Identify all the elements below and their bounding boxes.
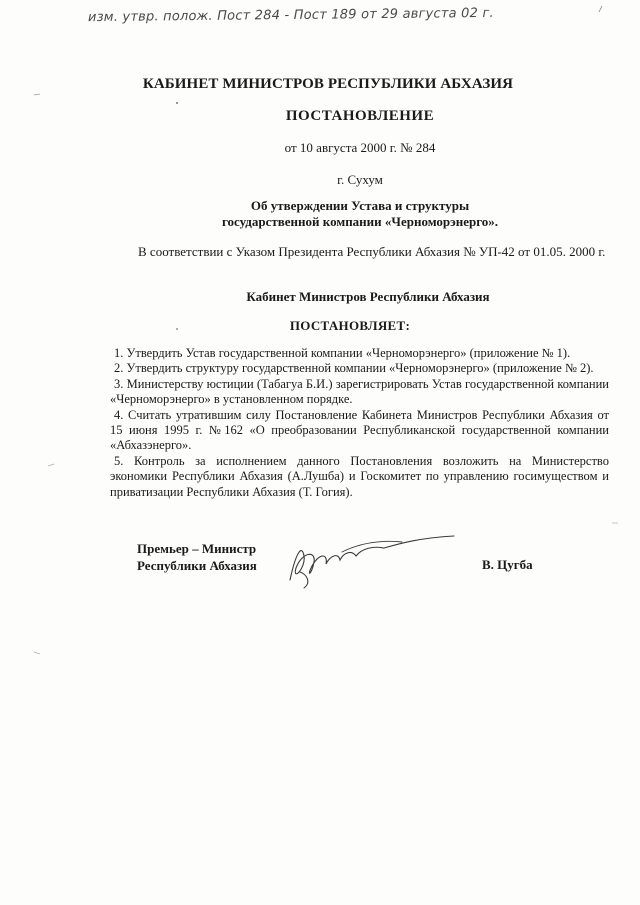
scan-speck — [174, 100, 180, 106]
cabinet-name: Кабинет Министров Республики Абхазия — [246, 289, 490, 304]
legal-basis: В соответствии с Указом Президента Республики Абхазия № УП-42 от 01.05. 2000 г. — [138, 244, 606, 259]
scan-speck — [612, 520, 618, 526]
resolution-item-4: 4. Считать утратившим силу Постановление Кабинета Министров Республики Абхазия от 15 июня 1995 г. №162 «О преобразовании Республиканской государственной компании «Абхазэнерго». — [110, 407, 609, 453]
resolution-item-3: 3. Министерству юстиции (Табагуа Б.И.) зарегистрировать Устав государственной компании «Черноморэнерго» в установленном порядке. — [110, 376, 609, 407]
subject-line-2: государственной компании «Черноморэнерго». — [221, 214, 499, 229]
date-and-number: от 10 августа 2000 г. № 284 — [284, 140, 436, 155]
scan-speck — [174, 326, 180, 332]
resolution-item-2: 2. Утвердить структуру государственной компании «Черноморэнерго» (приложение № 2). — [114, 361, 594, 376]
signatory-position — [137, 540, 257, 574]
subject-heading — [0, 198, 640, 230]
signatory-name: В. Цугба — [482, 557, 533, 572]
scan-speck — [48, 462, 54, 468]
scan-speck — [34, 650, 40, 656]
resolution-item-5: 5. Контроль за исполнением данного Постановления возложить на Министерство экономики Республики Абхазия (А.Лушба) и Госкомитет по управлению госимуществом и приватизации Республики Абхазия (Т. Гогия). — [110, 453, 609, 499]
handwritten-annotation: изм. утвр. полож. Пост 284 - Пост 189 от 29 августа 02 г. — [87, 5, 494, 26]
signatory-position-line-2: Республики Абхазия — [137, 558, 257, 573]
scan-speck — [598, 6, 604, 12]
organization-title: КАБИНЕТ МИНИСТРОВ РЕСПУБЛИКИ АБХАЗИЯ — [142, 76, 514, 92]
scan-speck — [34, 92, 40, 98]
resolves-heading: ПОСТАНОВЛЯЕТ: — [289, 318, 411, 333]
signatory-position-line-1: Премьер – Министр — [137, 541, 257, 556]
resolution-items — [110, 346, 609, 500]
resolution-item-1: 1. Утвердить Устав государственной компании «Черноморэнерго» (приложение № 1). — [114, 346, 571, 360]
subject-line-1: Об утверждении Устава и структуры — [250, 198, 470, 213]
city: г. Сухум — [337, 172, 383, 187]
handwritten-signature — [282, 522, 458, 592]
document-type-title: ПОСТАНОВЛЕНИЕ — [285, 108, 435, 124]
